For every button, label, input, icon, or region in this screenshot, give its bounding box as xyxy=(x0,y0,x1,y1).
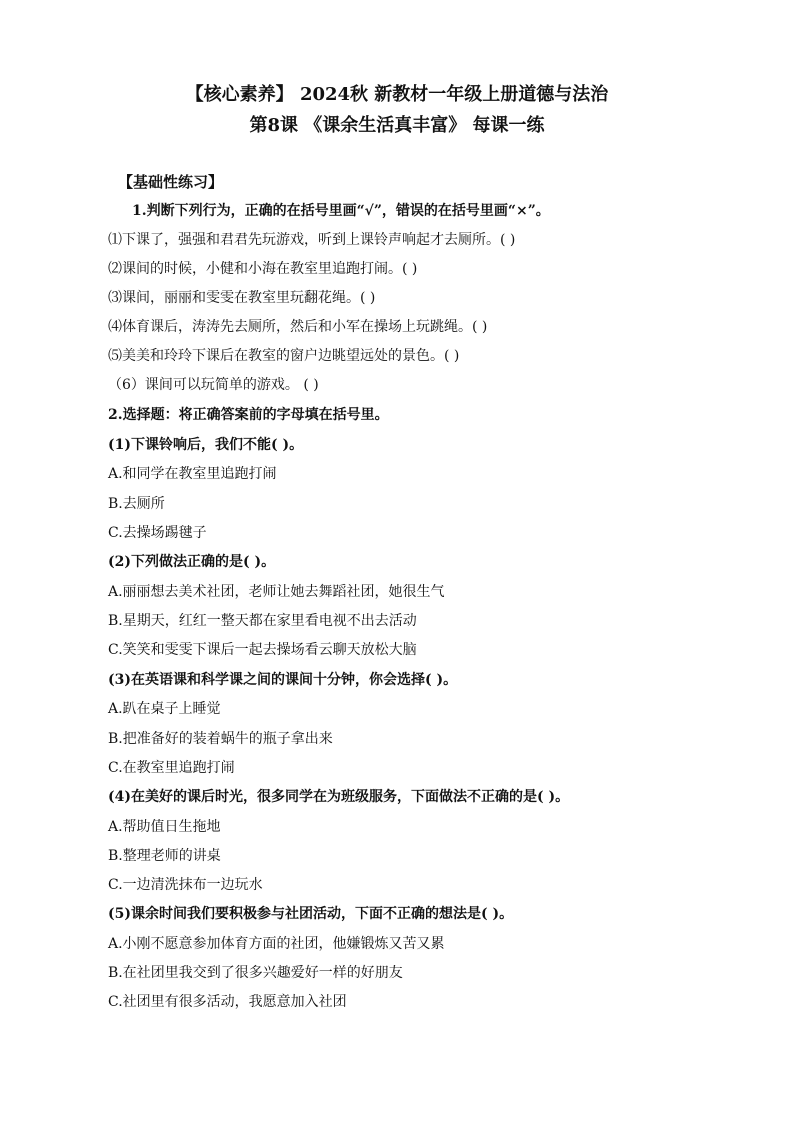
q2-1-option-b: B.去厕所 xyxy=(108,496,165,512)
q2-3-option-a: A.趴在桌子上睡觉 xyxy=(108,701,221,717)
q1-item-3: ⑶课间，丽丽和雯雯在教室里玩翻花绳。( ) xyxy=(108,290,376,306)
q2-5-option-c: C.社团里有很多活动，我愿意加入社团 xyxy=(108,994,347,1010)
q1-heading: 1.判断下列行为，正确的在括号里画“√”，错误的在括号里画“×”。 xyxy=(132,203,550,219)
q2-5-stem: (5)课余时间我们要积极参与社团活动，下面不正确的想法是( )。 xyxy=(108,906,514,922)
q2-4-stem: (4)在美好的课后时光，很多同学在为班级服务，下面做法不正确的是( )。 xyxy=(108,789,570,805)
section-heading: 【基础性练习】 xyxy=(118,173,224,191)
q1-item-6: （6）课间可以玩简单的游戏。 ( ) xyxy=(108,377,319,393)
lesson-title: 第8课 《课余生活真丰富》 每课一练 xyxy=(249,115,545,136)
q2-5-option-b: B.在社团里我交到了很多兴趣爱好一样的好朋友 xyxy=(108,965,403,981)
q2-4-option-b: B.整理老师的讲桌 xyxy=(108,848,221,864)
q2-5-option-a: A.小刚不愿意参加体育方面的社团，他嫌锻炼又苦又累 xyxy=(108,936,445,952)
q1-item-2: ⑵课间的时候，小健和小海在教室里追跑打闹。( ) xyxy=(108,261,418,277)
q2-4-option-a: A.帮助值日生拖地 xyxy=(108,819,221,835)
q2-2-option-b: B.星期天，红红一整天都在家里看电视不出去活动 xyxy=(108,613,417,629)
q2-3-option-b: B.把准备好的装着蜗牛的瓶子拿出来 xyxy=(108,731,333,747)
q2-2-option-a: A.丽丽想去美术社团，老师让她去舞蹈社团，她很生气 xyxy=(108,584,445,600)
q2-1-option-c: C.去操场踢毽子 xyxy=(108,525,207,541)
q2-1-option-a: A.和同学在教室里追跑打闹 xyxy=(108,466,277,482)
q2-3-option-c: C.在教室里追跑打闹 xyxy=(108,760,235,776)
q2-2-stem: (2)下列做法正确的是( )。 xyxy=(108,554,276,570)
q2-heading: 2.选择题：将正确答案前的字母填在括号里。 xyxy=(108,407,389,423)
q2-2-option-c: C.笑笑和雯雯下课后一起去操场看云聊天放松大脑 xyxy=(108,642,417,658)
q1-item-4: ⑷体育课后，涛涛先去厕所，然后和小军在操场上玩跳绳。( ) xyxy=(108,319,488,335)
q2-1-stem: (1)下课铃响后，我们不能( )。 xyxy=(108,437,304,453)
document-title: 【核心素养】 2024秋 新教材一年级上册道德与法治 xyxy=(185,84,609,105)
q2-4-option-c: C.一边清洗抹布一边玩水 xyxy=(108,877,263,893)
q1-item-5: ⑸美美和玲玲下课后在教室的窗户边眺望远处的景色。( ) xyxy=(108,348,460,364)
q2-3-stem: (3)在英语课和科学课之间的课间十分钟，你会选择( )。 xyxy=(108,672,458,688)
q1-item-1: ⑴下课了，强强和君君先玩游戏，听到上课铃声响起才去厕所。( ) xyxy=(108,232,516,248)
